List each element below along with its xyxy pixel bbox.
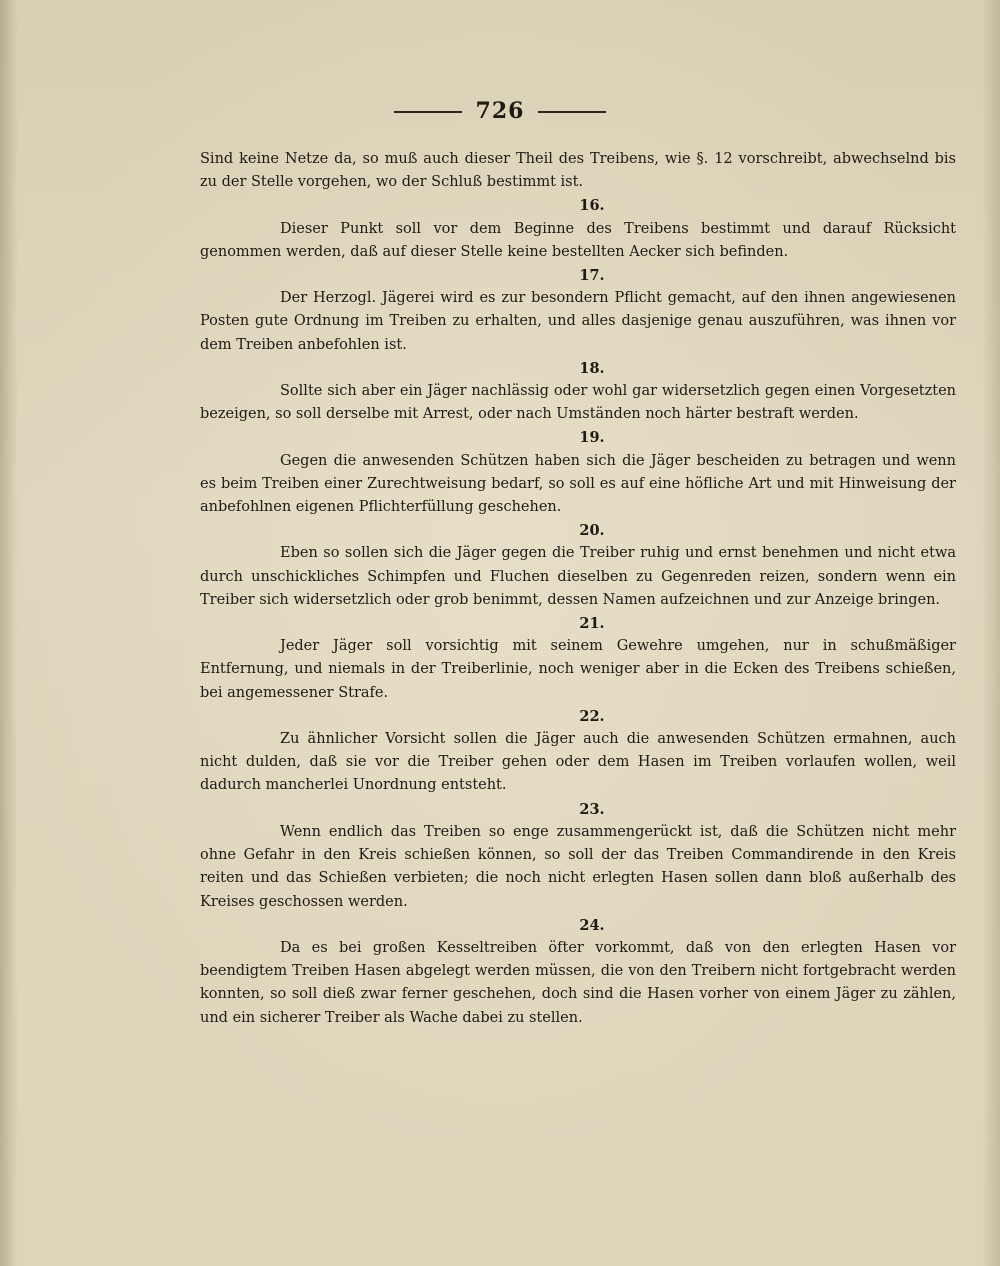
section-number-22: 22. — [579, 707, 605, 725]
section-number-18: 18. — [579, 359, 605, 377]
header-rule-left — [394, 111, 462, 113]
paragraph-22: Zu ähnlicher Vorsicht sollen die Jäger auch die anwesenden Schützen ermahnen, auch nicht dulden, daß sie vor die Treiber gehen oder dem Hasen im Treiben vorlaufen wollen, weil dadurch mancherlei Unordnung entsteht. — [200, 731, 956, 794]
header-rule-right — [538, 111, 606, 113]
paragraph-18: Sollte sich aber ein Jäger nachlässig oder wohl gar widersetzlich gegen einen Vorgesetzten bezeigen, so soll derselbe mit Arrest, oder nach Umständen noch härter bestraft werden. — [200, 383, 956, 423]
paragraph-24: Da es bei großen Kesseltreiben öfter vorkommt, daß von den erlegten Hasen vor beendigtem Treiben Hasen abgelegt werden müssen, die von den Treibern nicht fortgebracht werden konnten, so soll dieß zwar ferner geschehen, doch sind die Hasen vorher von einem Jäger zu zählen, und ein sicherer Treiber als Wache dabei zu stellen. — [200, 939, 956, 1026]
body-text — [200, 148, 956, 1030]
section-number-19: 19. — [579, 429, 605, 447]
page-right-shadow — [982, 0, 1000, 1266]
paragraph-20: Eben so sollen sich die Jäger gegen die Treiber ruhig und ernst benehmen und nicht etwa durch unschickliches Schimpfen und Fluchen dieselben zu Gegenreden reizen, sondern wenn ein Treiber sich widersetzlich oder grob benimmt, dessen Namen aufzeichnen und zur Anzeige bringen. — [200, 545, 956, 608]
section-number-21: 21. — [579, 615, 605, 633]
section-number-24: 24. — [579, 916, 605, 934]
paragraph-17: Der Herzogl. Jägerei wird es zur besondern Pflicht gemacht, auf den ihnen angewiesenen Posten gute Ordnung im Treiben zu erhalten, und alles dasjenige genau auszuführen, was ihnen vor dem Treiben anbefohlen ist. — [200, 290, 956, 353]
section-number-23: 23. — [579, 800, 605, 818]
section-number-20: 20. — [579, 522, 605, 540]
page-header — [0, 98, 1000, 124]
paragraph-continued: Sind keine Netze da, so muß auch dieser Theil des Treibens, wie §. 12 vorschreibt, abwechselnd bis zu der Stelle vorgehen, wo der Schluß bestimmt ist. — [200, 151, 956, 191]
page-number: 726 — [475, 98, 525, 124]
paragraph-23: Wenn endlich das Treiben so enge zusammengerückt ist, daß die Schützen nicht mehr ohne Gefahr in den Kreis schießen können, so soll der das Treiben Commandirende in den Kreis reiten und das Schießen verbieten; die noch nicht erlegten Hasen sollen dann bloß außerhalb des Kreises geschossen werden. — [200, 823, 956, 910]
paragraph-16: Dieser Punkt soll vor dem Beginne des Treibens bestimmt und darauf Rücksicht genommen werden, daß auf dieser Stelle keine bestellten Aecker sich befinden. — [200, 220, 956, 260]
section-number-16: 16. — [579, 197, 605, 215]
section-number-17: 17. — [579, 267, 605, 285]
page-left-shadow — [0, 0, 18, 1266]
paragraph-19: Gegen die anwesenden Schützen haben sich die Jäger bescheiden zu betragen und wenn es beim Treiben einer Zurechtweisung bedarf, so soll es auf eine höfliche Art und mit Hinweisung der anbefohlnen eigenen Pflichterfüllung geschehen. — [200, 452, 956, 516]
paragraph-21: Jeder Jäger soll vorsichtig mit seinem Gewehre umgehen, nur in schußmäßiger Entfernung, und niemals in der Treiberlinie, noch weniger aber in die Ecken des Treibens schießen, bei angemessener Strafe. — [200, 638, 956, 701]
